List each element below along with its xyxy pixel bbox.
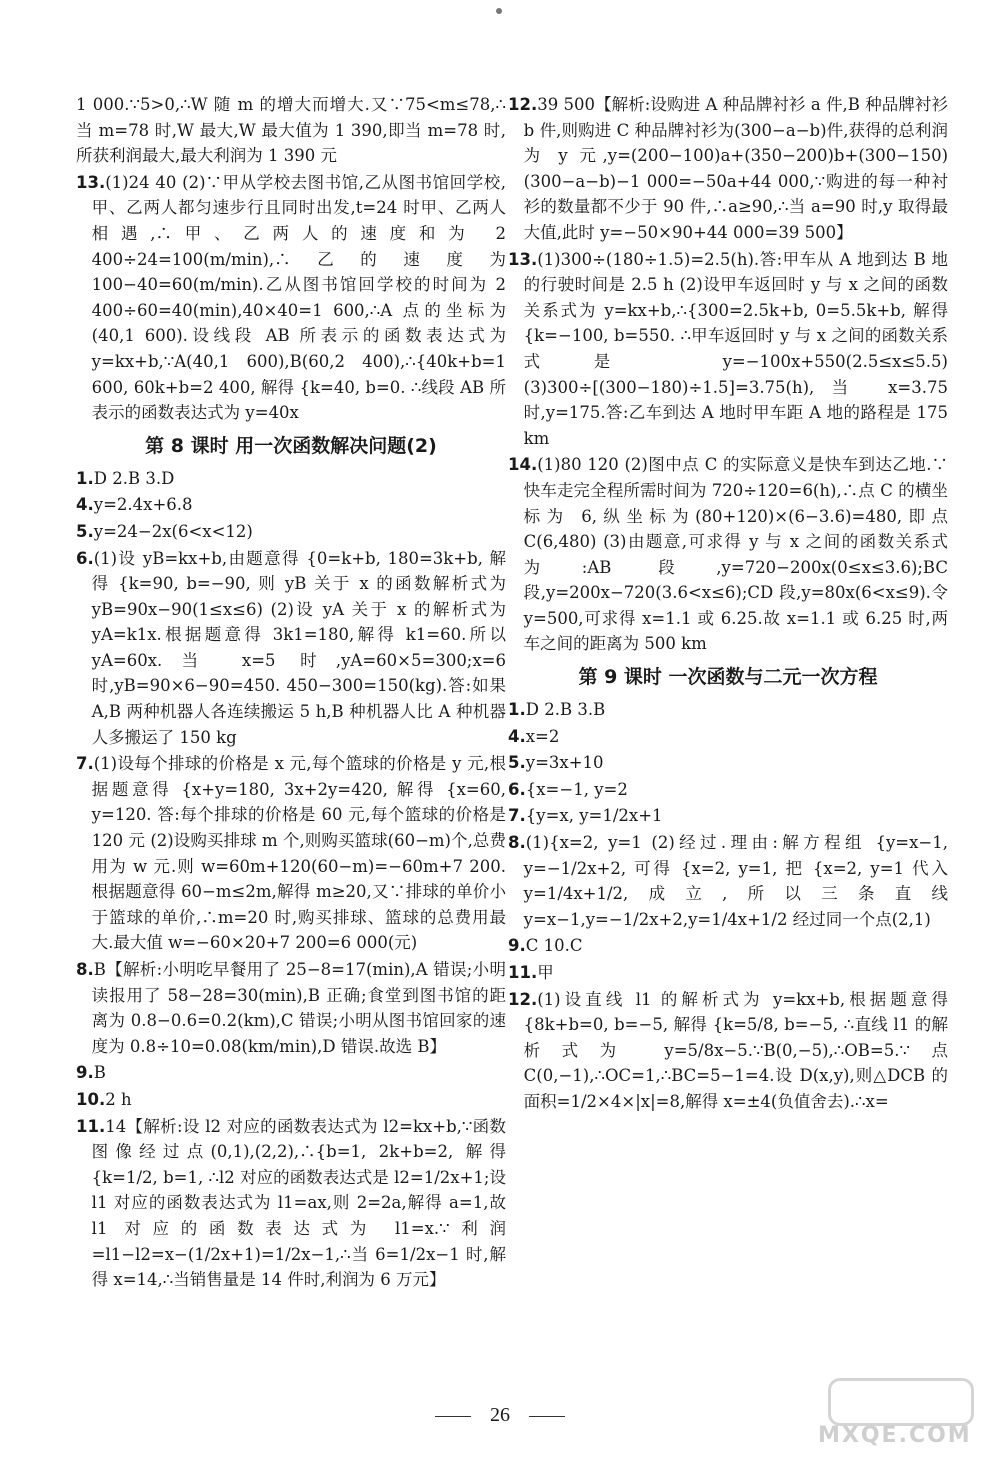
watermark-logo — [800, 1376, 990, 1456]
item-number: 12. — [508, 989, 538, 1009]
answer-item — [76, 1060, 506, 1086]
lesson-heading: 第 9 课时 一次函数与二元一次方程 — [578, 666, 878, 689]
answer-item — [76, 519, 506, 545]
item-text: (1)设每个排球的价格是 x 元,每个篮球的价格是 y 元,根据题意得 {x+y=180, 3x+2y=420, 解得 {x=60, y=120. 答:每个排球的价格是 60 元,每个篮球的价格是 120 元 (2)设购买排球 m 个,则购买篮球(60−m)个,总费用为 w 元.则 w=60m+120(60−m)=−60m+7 200.根据题意得 60−m≤2m,解得 m≥20,又∵排球的单价小于篮球的单价,∴m=20 时,购买排球、篮球的总费用最大.最大值 w=−60×20+7 200=6 000(元) — [91, 754, 506, 953]
answer-item — [508, 697, 948, 723]
answer-item — [76, 1114, 506, 1293]
item-text: {y=x, y=1/2x+1 — [525, 806, 663, 826]
item-number: 9. — [508, 936, 526, 956]
answer-item — [76, 492, 506, 518]
answer-item — [508, 724, 948, 750]
answer-item — [508, 830, 948, 932]
item-number: 10. — [76, 1089, 106, 1109]
dot-mark — [496, 8, 502, 14]
item-number: 5. — [76, 521, 94, 541]
left-column — [76, 92, 506, 1294]
item-text: (1)24 40 (2)∵甲从学校去图书馆,乙从图书馆回学校,甲、乙两人都匀速步行且同时出发,t=24 时甲、乙两人相遇,∴甲、乙两人的速度和为 2 400÷24=100(m/min),∴乙的速度为 100−40=60(m/min).乙从图书馆回学校的时间为 2 400÷60=40(min),40×40=1 600,∴A 点的坐标为(40,1 600).设线段 AB 所表示的函数表达式为 y=kx+b,∵A(40,1 600),B(60,2 400),∴{40k+b=1 600, 60k+b=2 400, 解得 {k=40, b=0. ∴线段 AB 所表示的函数表达式为 y=40x — [91, 172, 506, 423]
item-number: 8. — [508, 833, 526, 853]
item-text: y=24−2x(6<x<12) — [93, 521, 253, 541]
footer-dash-left — [435, 1416, 471, 1417]
answer-item — [508, 750, 948, 776]
answer-item — [76, 957, 506, 1059]
item-text: (1)300÷(180÷1.5)=2.5(h).答:甲车从 A 地到达 B 地的行驶时间是 2.5 h (2)设甲车返回时 y 与 x 之间的函数关系式为 y=kx+b,∴{300=2.5k+b, 0=5.5k+b, 解得 {k=−100, b=550. ∴甲车返回时 y 与 x 之间的函数关系式是 y=−100x+550(2.5≤x≤5.5) (3)300÷[(300−180)÷1.5]=3.75(h),当 x=3.75 时,y=175.答:乙车到达 A 地时甲车距 A 地的路程是 175 km — [523, 249, 948, 448]
answer-continuation — [76, 92, 506, 169]
item-number: 14. — [508, 455, 538, 475]
item-text: (1)设直线 l1 的解析式为 y=kx+b,根据题意得 {8k+b=0, b=−5, 解得 {k=5/8, b=−5, ∴直线 l1 的解析式为 y=5/8x−5.∵B(0,−5),∴OB=5.∵点 C(0,−1),∴OC=1,∴BC=5−1=4.设 D(x,y),则△DCB 的面积=1/2×4×|x|=8,解得 x=±4(负值舍去).∴x= — [523, 989, 948, 1111]
item-number: 8. — [76, 960, 94, 979]
item-text: 甲 — [537, 963, 554, 982]
item-number: 4. — [76, 495, 94, 515]
answer-item — [508, 777, 948, 803]
page-number: 26 — [490, 1404, 510, 1426]
item-number: 6. — [76, 548, 94, 568]
item-number: 13. — [76, 172, 106, 192]
answer-item — [508, 92, 948, 246]
answer-item — [508, 960, 948, 986]
item-number: 6. — [508, 779, 526, 799]
answer-item — [76, 1087, 506, 1113]
right-column — [508, 92, 948, 1116]
item-text: B【解析:小明吃早餐用了 25−8=17(min),A 错误;小明读报用了 58−28=30(min),B 正确;食堂到图书馆的距离为 0.8−0.6=0.2(km),C 错误;小明从图书馆回家的速度为 0.8÷10=0.08(km/min),D 错误.故选 B】 — [91, 960, 506, 1056]
answer-item — [76, 466, 506, 492]
answer-item — [508, 247, 948, 452]
item-text: D 2.B 3.D — [93, 468, 175, 488]
item-text: 39 500【解析:设购进 A 种品牌衬衫 a 件,B 种品牌衬衫 b 件,则购进 C 种品牌衬衫为(300−a−b)件,获得的总利润为 y 元,y=(200−100)a+(350−200)b+(300−150)(300−a−b)−1 000=−50a+44 000,∵购进的每一种衬衫的数量都不少于 90 件,∴a≥90,∴当 a=90 时,y 取得最大值,此时 y=−50×90+44 000=39 500】 — [523, 95, 948, 242]
item-number: 4. — [508, 726, 526, 746]
answer-item — [508, 452, 948, 657]
item-number: 13. — [508, 249, 538, 269]
item-text: 2 h — [105, 1089, 132, 1109]
item-number: 1. — [508, 700, 526, 720]
item-text: B — [93, 1063, 106, 1083]
item-text: (1){x=2, y=1 (2)经过.理由:解方程组 {y=x−1, y=−1/2x+2, 可得 {x=2, y=1, 把 {x=2, y=1 代入 y=1/4x+1/2,成立,所以三条直线 y=x−1,y=−1/2x+2,y=1/4x+1/2 经过同一个点(2,1) — [523, 833, 948, 929]
footer-dash-right — [529, 1416, 565, 1417]
item-text: C 10.C — [525, 936, 583, 956]
item-text: y=3x+10 — [525, 753, 604, 773]
item-text: x=2 — [525, 726, 560, 746]
item-text: 14【解析:设 l2 对应的函数表达式为 l2=kx+b,∵函数图像经过点(0,1),(2,2),∴{b=1, 2k+b=2, 解得 {k=1/2, b=1, ∴l2 对应的函数表达式是 l2=1/2x+1;设 l1 对应的函数表达式为 l1=ax,则 2=2a,解得 a=1,故 l1 对应的函数表达式为 l1=x.∵利润=l1−l2=x−(1/2x+1)=1/2x−1,∴当 6=1/2x−1 时,解得 x=14,∴当销售量是 14 件时,利润为 6 万元】 — [91, 1116, 506, 1290]
answer-item — [76, 170, 506, 426]
watermark-text: MXQE.COM — [818, 1423, 972, 1448]
item-number: 11. — [508, 963, 538, 982]
item-text: D 2.B 3.B — [525, 700, 606, 720]
item-text: y=2.4x+6.8 — [93, 495, 193, 515]
item-number: 11. — [76, 1116, 106, 1136]
item-number: 9. — [76, 1063, 94, 1083]
answer-item — [76, 751, 506, 956]
item-text: 1 000.∵5>0,∴W 随 m 的增大而增大.又∵75<m≤78,∴当 m=78 时,W 最大,W 最大值为 1 390,即当 m=78 时,所获利润最大,最大利润为 1 390 元 — [76, 95, 506, 166]
answer-item — [508, 987, 948, 1115]
item-number: 7. — [508, 806, 526, 826]
item-number: 5. — [508, 753, 526, 773]
item-number: 1. — [76, 468, 94, 488]
answer-item — [76, 546, 506, 751]
watermark-seal-icon — [828, 1378, 974, 1426]
item-text: (1)设 yB=kx+b,由题意得 {0=k+b, 180=3k+b, 解得 {k=90, b=−90, 则 yB 关于 x 的函数解析式为 yB=90x−90(1≤x≤6) (2)设 yA 关于 x 的解析式为 yA=k1x.根据题意得 3k1=180,解得 k1=60.所以 yA=60x.当 x=5 时,yA=60×5=300;x=6 时,yB=90×6−90=450. 450−300=150(kg).答:如果 A,B 两种机器人各连续搬运 5 h,B 种机器人比 A 种机器人多搬运了 150 kg — [91, 548, 506, 747]
item-text: (1)80 120 (2)图中点 C 的实际意义是快车到达乙地.∵快车走完全程所需时间为 720÷120=6(h),∴点 C 的横坐标为 6,纵坐标为(80+120)×(6−3.6)=480,即点 C(6,480) (3)由题意,可求得 y 与 x 之间的函数关系式为:AB 段,y=720−200x(0≤x≤3.6);BC 段,y=200x−720(3.6<x≤6);CD 段,y=80x(6<x≤9).令 y=500,可求得 x=1.1 或 6.25.故 x=1.1 或 6.25 时,两车之间的距离为 500 km — [523, 455, 948, 654]
item-text: {x=−1, y=2 — [525, 779, 628, 799]
lesson-heading: 第 8 课时 用一次函数解决问题(2) — [145, 434, 437, 457]
answer-item — [508, 933, 948, 959]
item-number: 7. — [76, 754, 94, 774]
item-number: 12. — [508, 95, 538, 114]
answer-item — [508, 803, 948, 829]
